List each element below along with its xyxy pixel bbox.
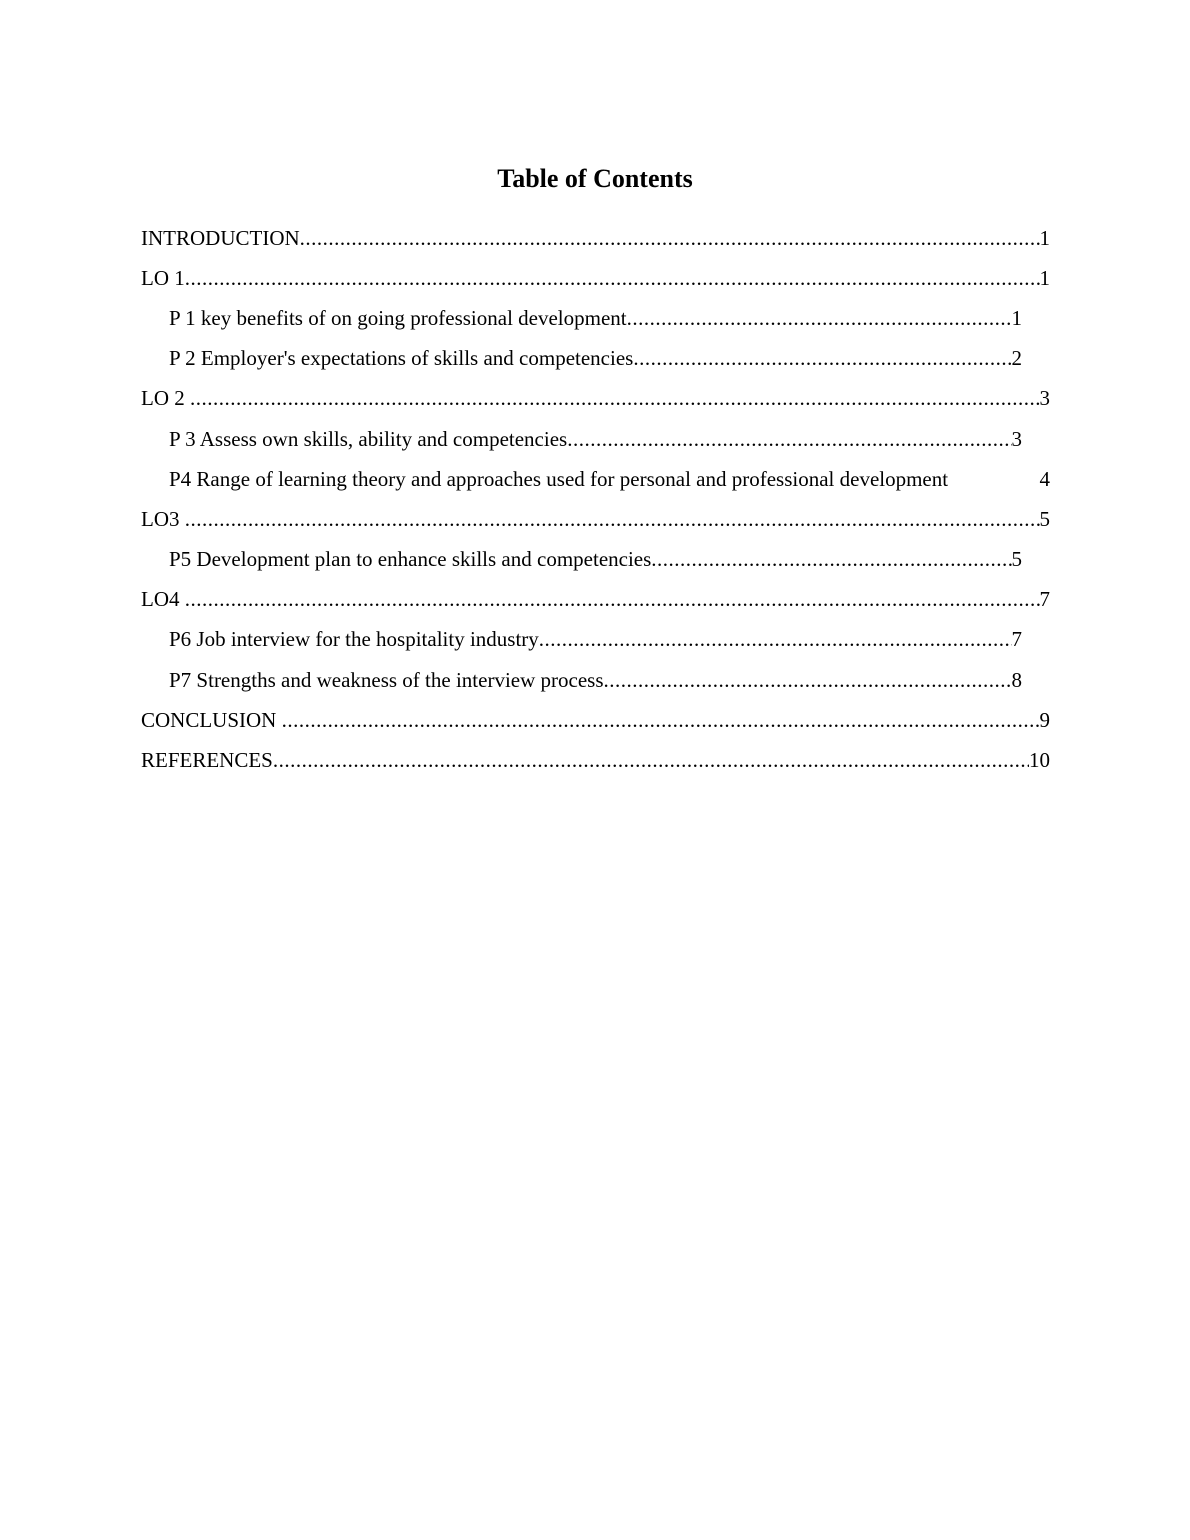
dot-leader	[273, 748, 1029, 773]
dot-leader	[567, 427, 1011, 452]
toc-link[interactable]	[169, 668, 1022, 693]
toc-entry-p2[interactable]	[169, 339, 1022, 379]
dot-leader	[185, 507, 1040, 532]
toc-entry-text: LO 1	[141, 265, 185, 290]
toc-link[interactable]	[141, 507, 1050, 532]
dot-leader	[539, 627, 1012, 652]
dot-leader	[633, 346, 1011, 371]
toc-page-number: 10	[1029, 748, 1050, 773]
toc-link[interactable]	[169, 346, 1022, 371]
toc-page-number: 1	[1011, 305, 1022, 330]
dot-leader	[651, 547, 1011, 572]
toc-page-number: 8	[1011, 667, 1022, 692]
toc-entry-lo1[interactable]	[141, 258, 1050, 298]
toc-link[interactable]	[141, 748, 1050, 773]
space-leader	[948, 467, 1039, 492]
dot-leader	[185, 587, 1040, 612]
dot-leader	[282, 708, 1040, 733]
toc-list	[0, 218, 1190, 781]
toc-entry-text: LO3	[141, 506, 185, 531]
toc-link[interactable]	[169, 306, 1022, 331]
dot-leader	[190, 386, 1040, 411]
toc-link[interactable]	[169, 427, 1022, 452]
toc-entry-text: P 1 key benefits of on going professional development	[169, 305, 627, 330]
toc-entry-text: P7 Strengths and weakness of the interview process	[169, 667, 604, 692]
toc-entry-lo4[interactable]	[141, 580, 1050, 620]
toc-entry-text: LO4	[141, 587, 185, 612]
toc-entry-text: P 3 Assess own skills, ability and competencies	[169, 426, 568, 451]
toc-entry-text: LO 2	[141, 386, 190, 411]
toc-page-number: 7	[1011, 627, 1022, 652]
toc-page-number: 3	[1011, 426, 1022, 451]
toc-link[interactable]	[141, 587, 1050, 612]
toc-entry-lo3[interactable]	[141, 499, 1050, 539]
toc-entry-p1[interactable]	[169, 298, 1022, 338]
toc-link[interactable]	[169, 467, 1050, 492]
toc-page-number: 5	[1011, 547, 1022, 572]
toc-entry-text: CONCLUSION	[141, 707, 282, 732]
toc-link[interactable]	[141, 386, 1050, 411]
toc-entry-p6[interactable]	[169, 620, 1022, 660]
toc-entry-p4[interactable]	[169, 459, 1050, 499]
toc-entry-introduction[interactable]	[141, 218, 1050, 258]
toc-entry-p7[interactable]	[169, 660, 1022, 700]
toc-entry-p5[interactable]	[169, 540, 1022, 580]
toc-page-number: 9	[1039, 707, 1050, 732]
toc-entry-text: P4 Range of learning theory and approaches used for personal and professional development	[169, 466, 949, 491]
toc-link[interactable]	[141, 266, 1050, 291]
toc-page-number: 3	[1039, 386, 1050, 411]
toc-page-number: 4	[1039, 466, 1050, 491]
toc-entry-text: P 2 Employer's expectations of skills and competencies	[169, 346, 634, 371]
toc-entry-text: P5 Development plan to enhance skills and competencies	[169, 547, 652, 572]
toc-page-number: 7	[1039, 587, 1050, 612]
toc-entry-text: INTRODUCTION	[141, 225, 300, 250]
toc-page-number: 1	[1039, 265, 1050, 290]
toc-title: Table of Contents	[497, 164, 693, 193]
dot-leader	[604, 668, 1012, 693]
toc-entry-p3[interactable]	[169, 419, 1022, 459]
toc-page-number: 5	[1039, 506, 1050, 531]
toc-page-number: 1	[1039, 225, 1050, 250]
toc-entry-text: REFERENCES	[141, 748, 273, 773]
dot-leader	[185, 266, 1040, 291]
toc-entry-references[interactable]	[141, 740, 1050, 780]
toc-entry-conclusion[interactable]	[141, 700, 1050, 740]
toc-entry-text: P6 Job interview for the hospitality industry	[169, 627, 539, 652]
dot-leader	[300, 226, 1040, 251]
toc-link[interactable]	[141, 708, 1050, 733]
toc-link[interactable]	[141, 226, 1050, 251]
dot-leader	[627, 306, 1012, 331]
toc-link[interactable]	[169, 547, 1022, 572]
toc-page-number: 2	[1011, 346, 1022, 371]
toc-link[interactable]	[169, 627, 1022, 652]
toc-entry-lo2[interactable]	[141, 379, 1050, 419]
